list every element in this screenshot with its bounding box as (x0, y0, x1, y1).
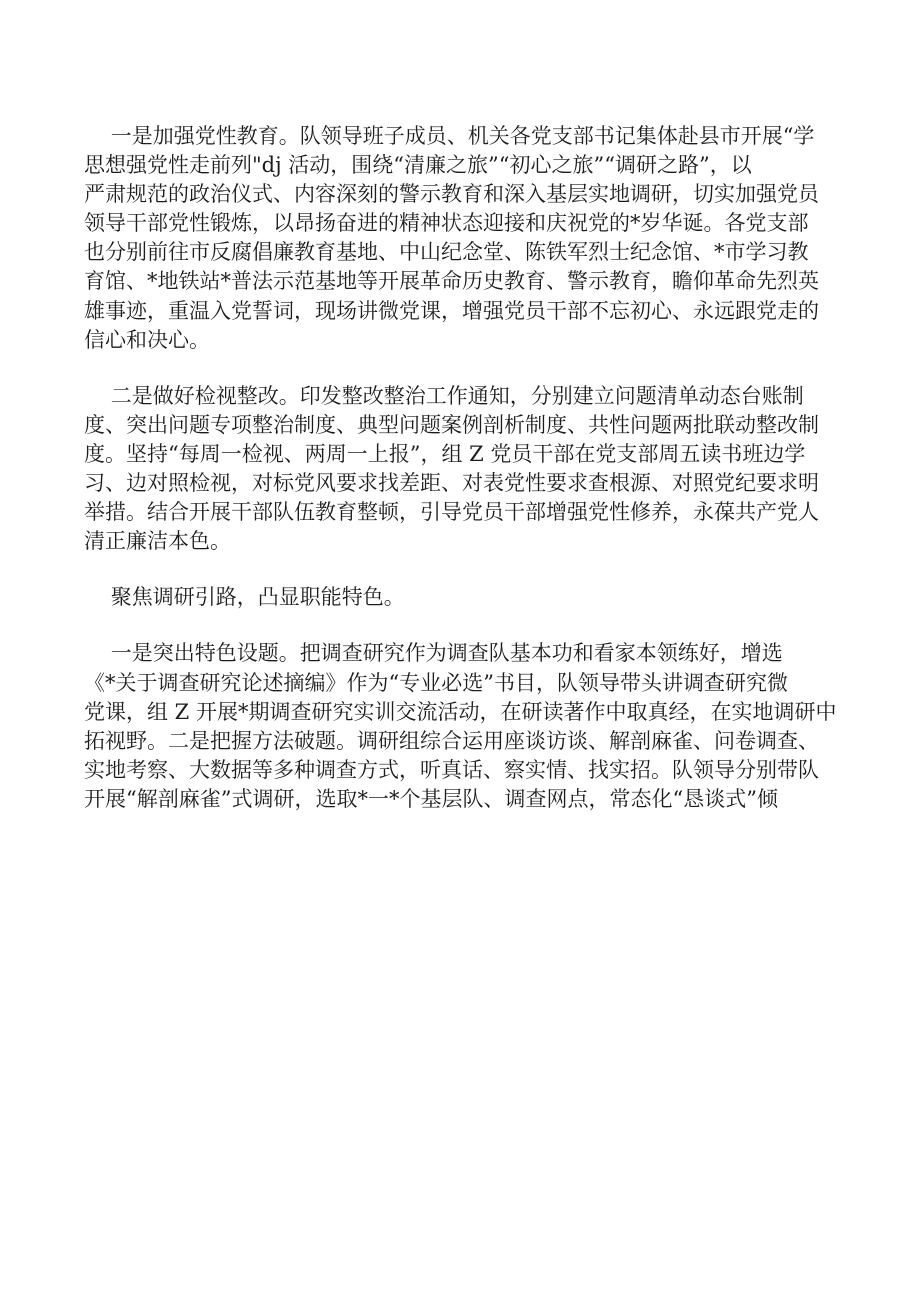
document-body (84, 122, 854, 841)
text-line: 二是做好检视整改。印发整改整治工作通知，分别建立问题清单动态台账制 (84, 383, 804, 408)
text-line: 思想强党性走前列"dj 活动，围绕“清廉之旅”“初心之旅”“调研之路”，以 (84, 153, 752, 178)
text-line: 一是突出特色设题。把调查研究作为调查队基本功和看家本领练好，增选 (84, 641, 783, 666)
text-line: 一是加强党性教育。队领导班子成员、机关各党支部书记集体赴县市开展“学 (84, 124, 815, 148)
text-line: 举措。结合开展干部队伍教育整顿，引导党员干部增强党性修养，永葆共产党人 (84, 500, 819, 525)
text-line: 党课，组 Z 开展*期调查研究实训交流活动，在研读著作中取真经，在实地调研中 (84, 699, 837, 724)
paragraph (84, 639, 854, 814)
text-line: 拓视野。二是把握方法破题。调研组综合运用座谈访谈、解剖麻雀、问卷调查、 (84, 728, 819, 753)
paragraph (84, 122, 854, 355)
text-line: 也分别前往市反腐倡廉教育基地、中山纪念堂、陈铁军烈士纪念馆、*市学习教 (84, 240, 809, 265)
text-line: 育馆、*地铁站*普法示范基地等开展革命历史教育、警示教育，瞻仰革命先烈英 (84, 269, 819, 294)
paragraph (84, 382, 854, 557)
text-line: 度、突出问题专项整治制度、典型问题案例剖析制度、共性问题两批联动整改制 (84, 412, 819, 437)
text-line: 清正廉洁本色。 (84, 529, 231, 554)
text-line: 雄事迹，重温入党誓词，现场讲微党课，增强党员干部不忘初心、永远跟党走的 (84, 298, 819, 323)
text-line: 领导干部党性锻炼，以昂扬奋进的精神状态迎接和庆祝党的*岁华诞。各党支部 (84, 211, 809, 236)
text-line: 实地考察、大数据等多种调查方式，听真话、察实情、找实招。队领导分别带队 (84, 757, 819, 782)
paragraph (84, 583, 854, 612)
text-line: 聚焦调研引路，凸显职能特色。 (84, 585, 405, 610)
text-line: 度。坚持“每周一检视、两周一上报”，组 Z 党员干部在党支部周五读书班边学 (84, 441, 806, 466)
text-line: 开展“解剖麻雀”式调研，选取*一*个基层队、调查网点，常态化“恳谈式”倾 (84, 786, 778, 811)
text-line: 《*关于调查研究论述摘编》作为“专业必选”书目，队领导带头讲调查研究微 (84, 670, 788, 695)
text-line: 信心和决心。 (84, 327, 210, 352)
text-line: 习、边对照检视，对标党风要求找差距、对表党性要求查根源、对照党纪要求明 (84, 471, 819, 496)
text-line: 严肃规范的政治仪式、内容深刻的警示教育和深入基层实地调研，切实加强党员 (84, 182, 819, 207)
